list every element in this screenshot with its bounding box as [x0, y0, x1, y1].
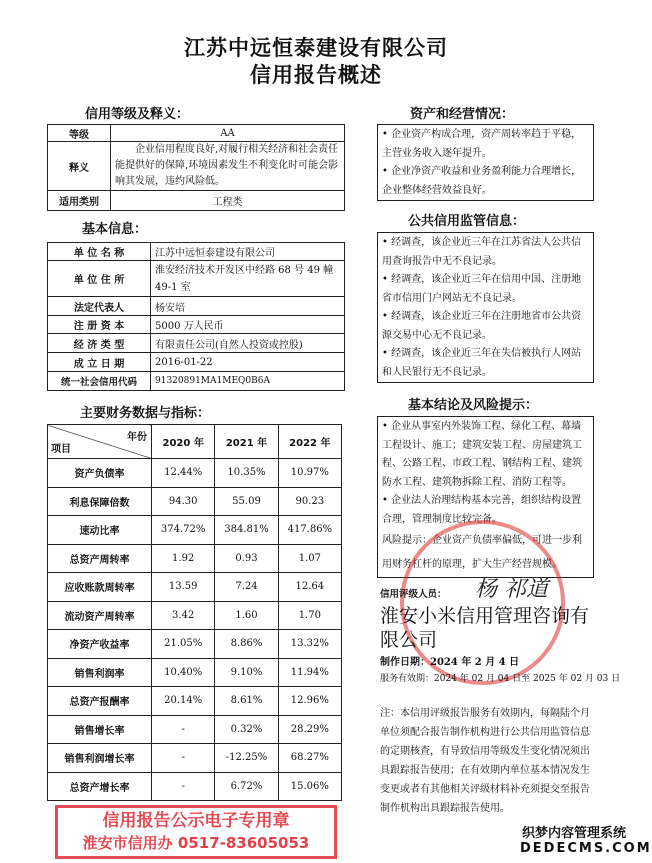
finance-table	[47, 424, 342, 801]
finance-item-label: 总资产增长率	[48, 772, 152, 801]
finance-value: 1.07	[278, 544, 341, 573]
finance-value: -	[152, 772, 215, 801]
corner-item-label: 项目	[51, 444, 71, 455]
basic-value: 江苏中远恒泰建设有限公司	[151, 243, 345, 261]
public-item: • 经调查，该企业近三年在信用中国、注册地省市信用门户网站无不良记录。	[382, 274, 582, 304]
basic-label: 注 册 资 本	[48, 316, 151, 334]
assets-item: • 企业净资产收益和业务盈利能力合理增长，企业整体经营效益良好。	[382, 166, 582, 196]
public-item: • 经调查，该企业近三年在失信被执行人网站和人民银行无不良记录。	[382, 348, 582, 378]
finance-value: 12.64	[278, 573, 341, 602]
finance-value: 384.81%	[215, 516, 278, 545]
public-item: • 经调查，该企业近三年在江苏省法人公共信用查询报告中无不良记录。	[382, 237, 582, 267]
basic-label: 法定代表人	[48, 297, 151, 316]
stamp-line1: 信用报告公示电子专用章	[102, 811, 290, 831]
report-title: 江苏中远恒泰建设有限公司	[184, 36, 448, 60]
finance-row	[48, 601, 342, 630]
finance-value: 9.10%	[215, 658, 278, 687]
finance-row	[48, 715, 342, 744]
basic-value: 2016-01-22	[151, 353, 345, 372]
finance-value: -12.25%	[215, 744, 278, 773]
finance-value: 12.44%	[152, 459, 215, 488]
finance-row	[48, 459, 342, 488]
basic-label: 成 立 日 期	[48, 353, 151, 372]
finance-value: 10.97%	[278, 459, 341, 488]
finance-row	[48, 487, 342, 516]
finance-value: -	[152, 744, 215, 773]
finance-item-label: 流动资产周转率	[48, 601, 152, 630]
finance-value: 1.92	[152, 544, 215, 573]
basic-label: 统一社会信用代码	[48, 372, 151, 391]
report-note: 注：本信用评级报告服务有效期内，每隔陆个月单位须配合报告制作机构进行公共信用监管信息的定期核查，有导致信用等级发生变化情况须出具跟踪报告使用；在有效期内单位基本情况发生变更或者有其他相关评级材料补充须提交至报告制作机构出具跟踪报告使用。	[380, 708, 590, 814]
public-item: • 经调查，该企业近三年在注册地省市公共资源交易中心无不良记录。	[382, 311, 582, 341]
finance-value: 10.35%	[215, 459, 278, 488]
finance-value: 7.24	[215, 573, 278, 602]
risk-note: 风险提示：企业资产负债率偏低，可进一步利用财务杠杆的原理，扩大生产经营规模。	[382, 535, 582, 570]
basic-value: 91320891MA1MEQ0B6A	[151, 372, 345, 391]
basic-label: 经 济 类 型	[48, 334, 151, 353]
finance-row	[48, 772, 342, 801]
conclusion-heading: 基本结论及风险提示：	[408, 398, 539, 413]
rater-signatures: 杨 祁道	[475, 577, 548, 602]
finance-value: 374.72%	[152, 516, 215, 545]
finance-row	[48, 573, 342, 602]
stamp-line2: 淮安市信用办 0517-83605053	[82, 834, 310, 852]
finance-value: 55.09	[215, 487, 278, 516]
finance-value: -	[152, 715, 215, 744]
assets-item: • 企业资产构成合理，资产周转率趋于平稳，主营业务收入逐年提升。	[382, 129, 582, 159]
conclusion-item: • 企业法人治理结构基本完善，组织结构设置合理，管理制度比较完备。	[382, 495, 582, 525]
finance-value: 21.05%	[152, 630, 215, 659]
basic-info-table	[47, 242, 345, 391]
finance-value: 13.59	[152, 573, 215, 602]
finance-value: 28.29%	[278, 715, 341, 744]
grade-value: AA	[111, 125, 345, 142]
conclusion-item: • 企业从事室内外装饰工程、绿化工程、幕墙工程设计、施工；建筑安装工程、房屋建筑工程、公路工程、市政工程、钢结构工程、建筑防水工程、建筑物拆除工程、消防工程等。	[382, 421, 582, 488]
finance-value: 20.14%	[152, 687, 215, 716]
watermark-line2: DEDECMS.COM	[520, 841, 652, 856]
finance-item-label: 销售利润率	[48, 658, 152, 687]
assets-heading: 资产和经营情况：	[410, 107, 515, 122]
finance-item-label: 总资产报酬率	[48, 687, 152, 716]
finance-row	[48, 544, 342, 573]
finance-item-label: 资产负债率	[48, 459, 152, 488]
public-box	[377, 232, 594, 383]
finance-value: 13.32%	[278, 630, 341, 659]
rating-table	[47, 124, 345, 211]
finance-row	[48, 630, 342, 659]
conclusion-box	[377, 416, 594, 578]
finance-value: 0.32%	[215, 715, 278, 744]
finance-heading: 主要财务数据与指标：	[80, 406, 211, 421]
finance-value: 11.94%	[278, 658, 341, 687]
corner-cell	[48, 425, 152, 459]
basic-value: 杨安培	[151, 297, 345, 316]
basic-value: 5000 万人民币	[151, 316, 345, 334]
desc-label: 释义	[48, 142, 111, 191]
basic-value: 淮安经济技术开发区中经路 68 号 49 幢 49-1 室	[151, 261, 345, 297]
desc-value: 企业信用程度良好,对履行相关经济和社会责任能提供好的保障,环境因素发生不利变化时可能会影响其发展，违约风险低。	[111, 142, 345, 191]
finance-value: 1.70	[278, 601, 341, 630]
watermark-line1: 织梦内容管理系统	[521, 826, 626, 841]
basic-label: 单 位 住 所	[48, 261, 151, 297]
finance-item-label: 利息保障倍数	[48, 487, 152, 516]
made-date: 制作日期：2024 年 2 月 4 日	[380, 657, 520, 668]
category-value: 工程类	[111, 191, 345, 211]
finance-value: 6.72%	[215, 772, 278, 801]
watermark-logo	[520, 826, 652, 858]
finance-row	[48, 658, 342, 687]
finance-value: 90.23	[278, 487, 341, 516]
electronic-stamp	[55, 805, 337, 859]
basic-heading: 基本信息：	[82, 222, 148, 237]
year-header: 2020 年	[152, 425, 215, 459]
grade-label: 等级	[48, 125, 111, 142]
finance-value: 8.86%	[215, 630, 278, 659]
finance-value: 417.86%	[278, 516, 341, 545]
finance-value: 12.96%	[278, 687, 341, 716]
finance-item-label: 应收账款周转率	[48, 573, 152, 602]
finance-value: 10.40%	[152, 658, 215, 687]
finance-value: 1.60	[215, 601, 278, 630]
finance-item-label: 销售增长率	[48, 715, 152, 744]
finance-item-label: 总资产周转率	[48, 544, 152, 573]
finance-value: 3.42	[152, 601, 215, 630]
finance-row	[48, 516, 342, 545]
finance-value: 8.61%	[215, 687, 278, 716]
public-heading: 公共信用监管信息：	[408, 214, 526, 229]
basic-label: 单 位 名 称	[48, 243, 151, 261]
finance-row	[48, 687, 342, 716]
rater-label: 信用评级人员：	[380, 589, 447, 600]
finance-value: 94.30	[152, 487, 215, 516]
category-label: 适用类别	[48, 191, 111, 211]
finance-value: 0.93	[215, 544, 278, 573]
finance-item-label: 速动比率	[48, 516, 152, 545]
rating-heading: 信用等级及释义：	[85, 107, 190, 122]
assets-box	[377, 124, 594, 201]
finance-item-label: 销售利润增长率	[48, 744, 152, 773]
finance-row	[48, 744, 342, 773]
issuer-company: 淮安小米信用管理咨询有限公司	[380, 605, 590, 651]
year-header: 2022 年	[278, 425, 341, 459]
year-header: 2021 年	[215, 425, 278, 459]
report-subtitle: 信用报告概述	[250, 63, 382, 87]
basic-value: 有限责任公司(自然人投资或控股)	[151, 334, 345, 353]
corner-year-label: 年份	[127, 432, 147, 443]
finance-value: 68.27%	[278, 744, 341, 773]
validity-period: 服务有效期：2024 年 02 月 04 日至 2025 年 02 月 03 日	[380, 674, 621, 684]
finance-value: 15.06%	[278, 772, 341, 801]
finance-item-label: 净资产收益率	[48, 630, 152, 659]
